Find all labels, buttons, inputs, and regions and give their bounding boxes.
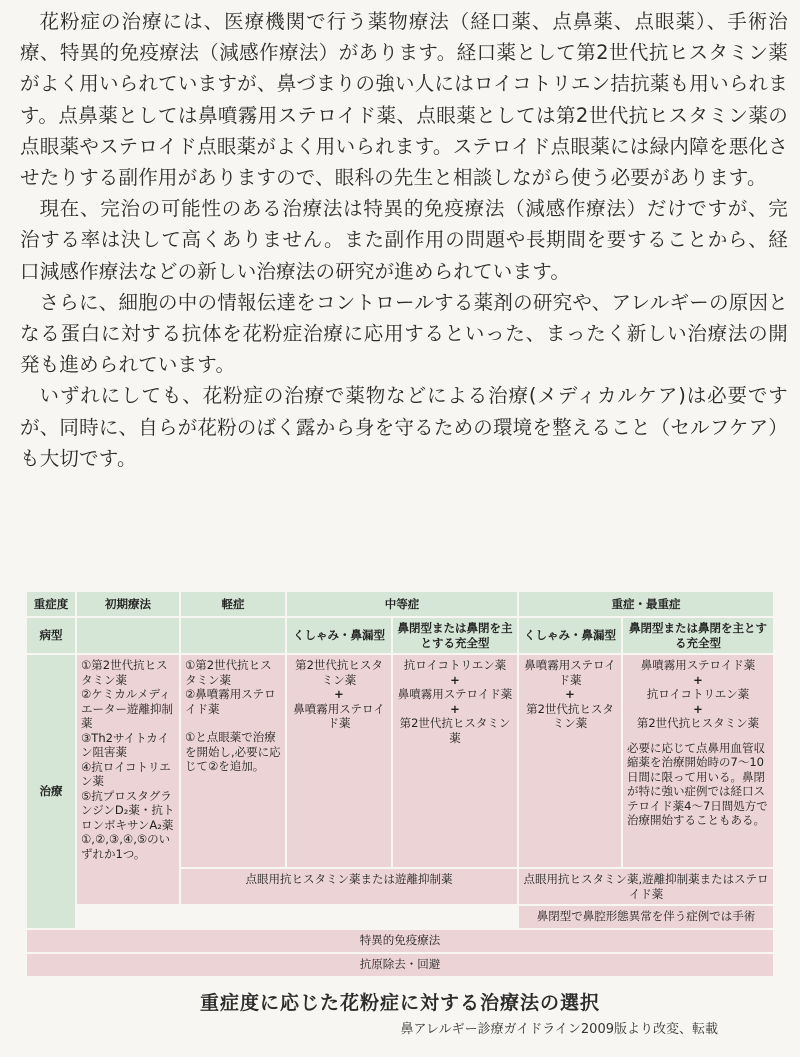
source-note: 鼻アレルギー診療ガイドライン2009版より改変、転載: [400, 1022, 718, 1037]
type-sev-sneeze: くしゃみ・鼻漏型: [518, 617, 622, 654]
sev-block-b: 抗ロイコトリエン薬: [646, 687, 750, 701]
mod-block-b: 鼻噴霧用ステロイド薬: [397, 687, 513, 701]
surgery-blank: [76, 905, 518, 929]
mod-sneeze-a: 第2世代抗ヒスタミン薬: [295, 658, 383, 687]
sev-block-a: 鼻噴霧用ステロイド薬: [640, 658, 756, 672]
mod-block-cell: [392, 654, 518, 868]
initial-item-4: ④抗ロイコトリエン薬: [81, 759, 171, 788]
eye-drops-severe: 点眼用抗ヒスタミン薬,遊離抑制薬またはステロイド薬: [518, 868, 774, 905]
plus-sign: +: [450, 672, 460, 687]
type-initial-empty: [76, 617, 180, 654]
severe-note: 必要に応じて点鼻用血管収縮薬を治療開始時の7〜10日間に限って用いる。鼻閉が特に強い症例では経口ステロイド薬4〜7日間処方で治療開始することもある。: [627, 740, 768, 827]
eye-drops-mid: 点眼用抗ヒスタミン薬または遊離抑制薬: [180, 868, 518, 905]
plus-sign: +: [693, 672, 703, 687]
sev-sneeze-a: 鼻噴霧用ステロイド薬: [524, 658, 616, 687]
mod-sneeze-cell: [286, 654, 392, 868]
initial-item-2: ②ケミカルメディエーター遊離抑制薬: [81, 687, 173, 730]
avoidance-row: 抗原除去・回避: [26, 953, 774, 977]
type-mod-block: 鼻閉型または鼻閉を主とする充全型: [392, 617, 518, 654]
sev-sneeze-b: 第2世代抗ヒスタミン薬: [526, 701, 614, 730]
paragraph-4: いずれにしても、花粉症の治療で薬物などによる治療(メディカルケア)は必要ですが、同時に、自らが花粉のばく露から身を守るための環境を整えること（セルフケア）も大切です。: [20, 384, 788, 470]
sev-block-cell: [622, 654, 774, 868]
plus-sign: +: [334, 687, 344, 701]
mild-therapy-cell: [180, 654, 286, 868]
initial-therapy-cell: [76, 654, 180, 905]
header-severe: 重症・最重症: [518, 591, 774, 617]
mod-block-a: 抗ロイコトリエン薬: [403, 658, 507, 672]
sev-sneeze-cell: [518, 654, 622, 868]
paragraph-2: 現在、完治の可能性のある治療法は特異的免疫療法（減感作療法）だけですが、完治する率は決して高くありません。また副作用の問題や長期間を要することから、経口減感作療法などの新しい治療法の研究が進められています。: [20, 197, 788, 283]
sev-block-c: 第2世代抗ヒスタミン薬: [636, 716, 760, 730]
mod-block-c: 第2世代抗ヒスタミン薬: [399, 716, 511, 745]
paragraph-1: 花粉症の治療には、医療機関で行う薬物療法（経口薬、点鼻薬、点眼薬）、手術治療、特異的免疫療法（減感作療法）があります。経口薬として第2世代抗ヒスタミン薬がよく用いられていますが、鼻づまりの強い人にはロイコトリエン拮抗薬も用いられます。点鼻薬としては鼻噴霧用ステロイド薬、点眼薬としては第2世代抗ヒスタミン薬の点眼薬やステロイド点眼薬がよく用いられます。ステロイド点眼薬には緑内障を悪化させたりする副作用がありますので、眼科の先生と相談しながら使う必要があります。: [20, 10, 788, 190]
plus-sign: +: [565, 687, 575, 701]
mild-item-2: ②鼻噴霧用ステロイド薬: [185, 687, 276, 716]
initial-item-1: ①第2世代抗ヒスタミン薬: [81, 658, 168, 687]
header-moderate: 中等症: [286, 591, 518, 617]
header-initial: 初期療法: [76, 591, 180, 617]
mild-note: ①と点眼薬で治療を開始し,必要に応じて②を追加。: [185, 730, 281, 773]
initial-item-3: ③Th2サイトカイン阻害薬: [81, 730, 169, 759]
type-sev-block: 鼻閉型または鼻閉を主とする充全型: [622, 617, 774, 654]
mod-sneeze-b: 鼻噴霧用ステロイド薬: [293, 701, 385, 730]
plus-sign: +: [693, 701, 703, 716]
mild-item-1: ①第2世代抗ヒスタミン薬: [185, 658, 272, 687]
surgery-cell: 鼻閉型で鼻腔形態異常を伴う症例では手術: [518, 905, 774, 929]
header-severity: 重症度: [26, 591, 76, 617]
treatment-label: 治療: [26, 654, 76, 929]
immunotherapy-row: 特異的免疫療法: [26, 929, 774, 953]
paragraph-3: さらに、細胞の中の情報伝達をコントロールする薬剤の研究や、アレルギーの原因となる蛋白に対する抗体を花粉症治療に応用するといった、まったく新しい治療法の開発も進められています。: [20, 290, 788, 377]
header-mild: 軽症: [180, 591, 286, 617]
type-mild-empty: [180, 617, 286, 654]
initial-item-6: ①,②,③,④,⑤のいずれか1つ。: [81, 832, 171, 861]
header-type: 病型: [26, 617, 76, 654]
type-mod-sneeze: くしゃみ・鼻漏型: [286, 617, 392, 654]
figure-caption: 重症度に応じた花粉症に対する治療法の選択: [199, 992, 600, 1014]
initial-item-5: ⑤抗プロスタグランジンD₂薬・抗トロンボキサンA₂薬: [81, 788, 175, 832]
treatment-table: [25, 590, 775, 978]
body-text: [20, 6, 788, 474]
plus-sign: +: [450, 701, 460, 716]
